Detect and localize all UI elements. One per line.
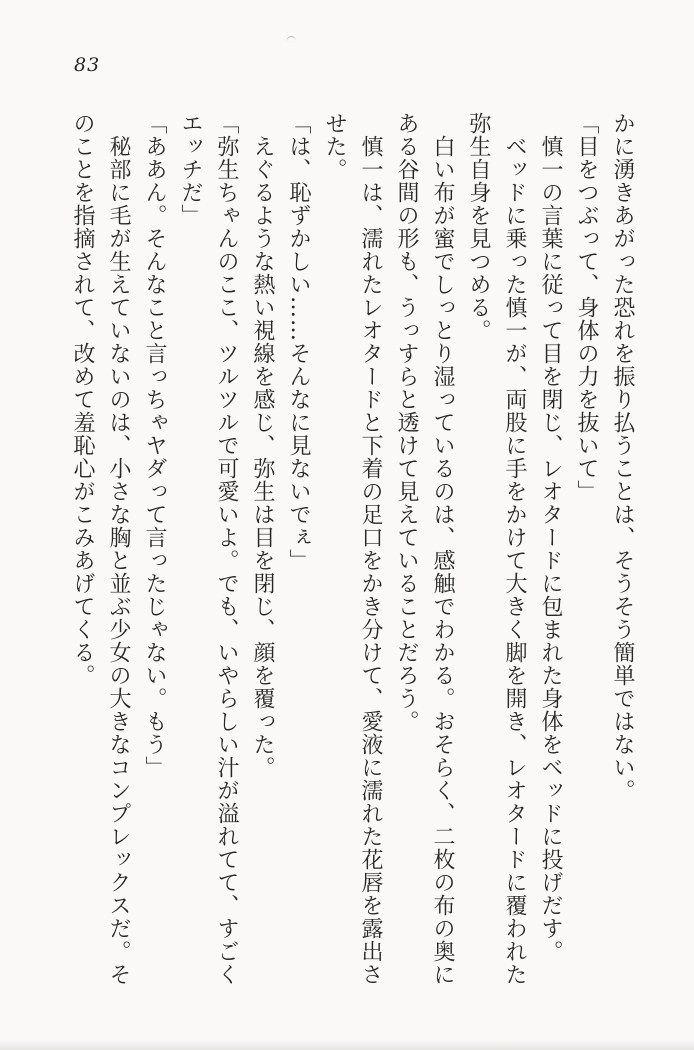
- paragraph: ベッドに乗った慎一が、両股に手をかけて大きく脚を開き、レオタードに覆われた弥生自身を見つめる。: [466, 112, 527, 986]
- body-text: [64, 112, 640, 990]
- page-number: 83: [74, 54, 101, 76]
- paragraph: 慎一は、濡れたレオタードと下着の足口をかき分けて、愛液に濡れた花唇を露出させた。: [322, 112, 383, 986]
- paragraph: 「ああん。そんなこと言っちゃヤダって言ったじゃない。もう」: [142, 112, 167, 779]
- paragraph: 秘部に毛が生えていないのは、小さな胸と並ぶ少女の大きなコンプレックスだ。そのことを指摘されて、改めて羞恥心がこみあげてくる。: [70, 112, 131, 986]
- scan-speck: [286, 35, 297, 42]
- paragraph: えぐるような熱い視線を感じ、弥生は目を閉じ、顔を覆った。: [250, 135, 275, 779]
- paragraph: 慎一の言葉に従って目を閉じ、レオタードに包まれた身体をベッドに投げだす。: [538, 135, 563, 963]
- paragraph: 「弥生ちゃんのここ、ツルツルで可愛いよ。でも、いやらしい汁が溢れてて、すごくエッチだ」: [178, 112, 239, 986]
- scan-edge-shadow: [0, 1040, 694, 1050]
- paragraph: かに湧きあがった恐れを振り払うことは、そうそう簡単ではない。: [610, 112, 635, 802]
- paragraph: 「目をつぶって、身体の力を抜いて」: [574, 112, 599, 503]
- paragraph: 「は、恥ずかしい……そんなに見ないでぇ」: [286, 112, 311, 572]
- paragraph: 白い布が蜜でしっとり湿っているのは、感触でわかる。おそらく、二枚の布の奥にある谷間の形も、うっすらと透けて見えていることだろう。: [394, 112, 455, 986]
